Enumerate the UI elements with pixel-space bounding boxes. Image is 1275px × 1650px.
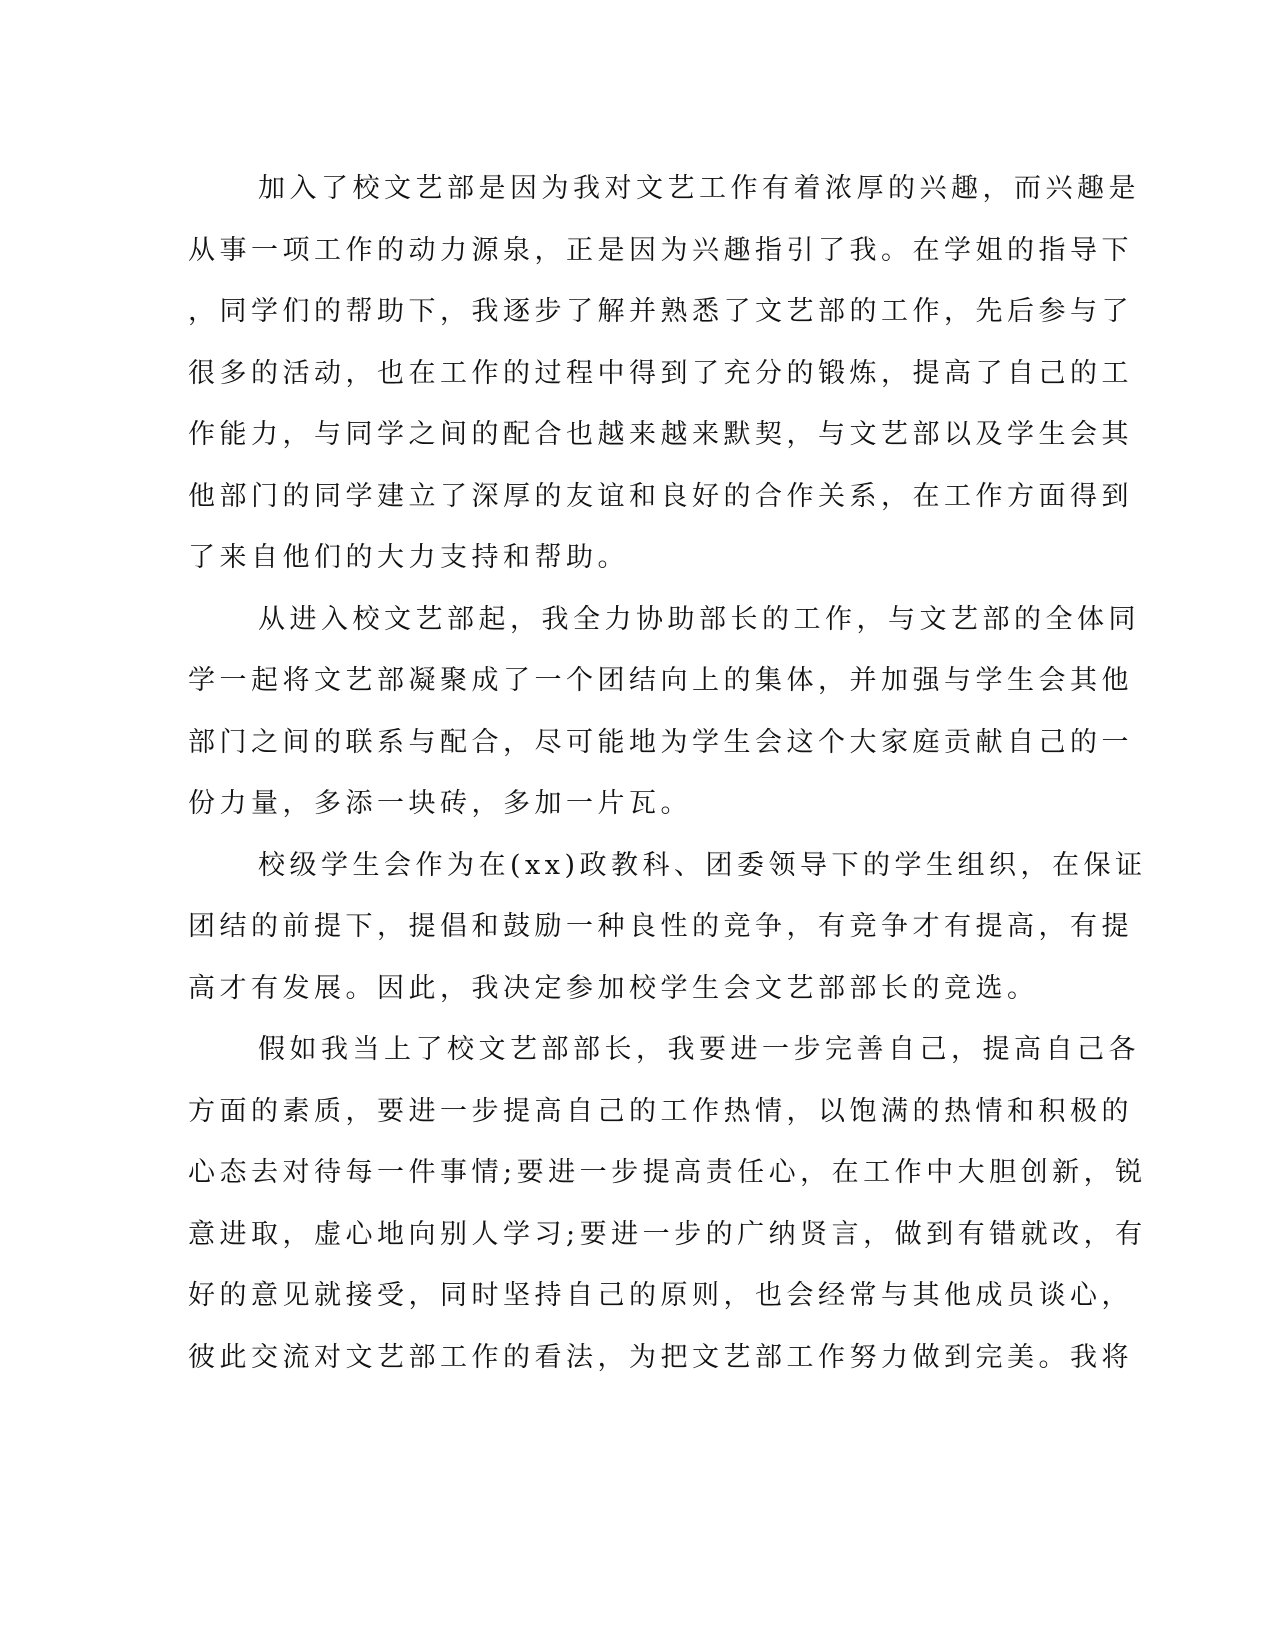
text-line: 团结的前提下，提倡和鼓励一种良性的竞争，有竞争才有提高，有提	[188, 911, 1133, 942]
paragraph	[188, 158, 1140, 589]
document-body	[188, 158, 1147, 1388]
text-line: 校级学生会作为在(xx)政教科、团委领导下的学生组织，在保证	[258, 849, 1147, 881]
text-line: 部门之间的联系与配合，尽可能地为学生会这个大家庭贡献自己的一	[188, 726, 1133, 758]
paragraph	[188, 835, 1147, 1020]
text-line: 份力量，多添一块砖，多加一片瓦。	[188, 788, 692, 819]
text-line: 心态去对待每一件事情;要进一步提高责任心，在工作中大胆创新，锐	[188, 1157, 1147, 1188]
text-line: 他部门的同学建立了深厚的友谊和良好的合作关系，在工作方面得到	[188, 480, 1133, 512]
text-line: 了来自他们的大力支持和帮助。	[188, 542, 629, 573]
text-line: 从事一项工作的动力源泉，正是因为兴趣指引了我。在学姐的指导下	[188, 234, 1133, 266]
text-line: 假如我当上了校文艺部部长，我要进一步完善自己，提高自己各	[258, 1034, 1140, 1065]
text-line: 作能力，与同学之间的配合也越来越来默契，与文艺部以及学生会其	[188, 419, 1133, 450]
text-line: ，同学们的帮助下，我逐步了解并熟悉了文艺部的工作，先后参与了	[188, 296, 1133, 327]
paragraph	[188, 589, 1140, 835]
text-line: 很多的活动，也在工作的过程中得到了充分的锻炼，提高了自己的工	[188, 357, 1133, 389]
text-line: 加入了校文艺部是因为我对文艺工作有着浓厚的兴趣，而兴趣是	[258, 173, 1140, 204]
paragraph	[188, 1019, 1147, 1388]
text-line: 高才有发展。因此，我决定参加校学生会文艺部部长的竞选。	[188, 972, 1039, 1004]
text-line: 彼此交流对文艺部工作的看法，为把文艺部工作努力做到完美。我将	[188, 1341, 1133, 1373]
text-line: 从进入校文艺部起，我全力协助部长的工作，与文艺部的全体同	[258, 603, 1140, 635]
text-line: 好的意见就接受，同时坚持自己的原则，也会经常与其他成员谈心，	[188, 1280, 1133, 1311]
text-line: 学一起将文艺部凝聚成了一个团结向上的集体，并加强与学生会其他	[188, 665, 1133, 696]
text-line: 意进取，虚心地向别人学习;要进一步的广纳贤言，做到有错就改，有	[188, 1218, 1147, 1250]
text-line: 方面的素质，要进一步提高自己的工作热情，以饱满的热情和积极的	[188, 1095, 1133, 1127]
